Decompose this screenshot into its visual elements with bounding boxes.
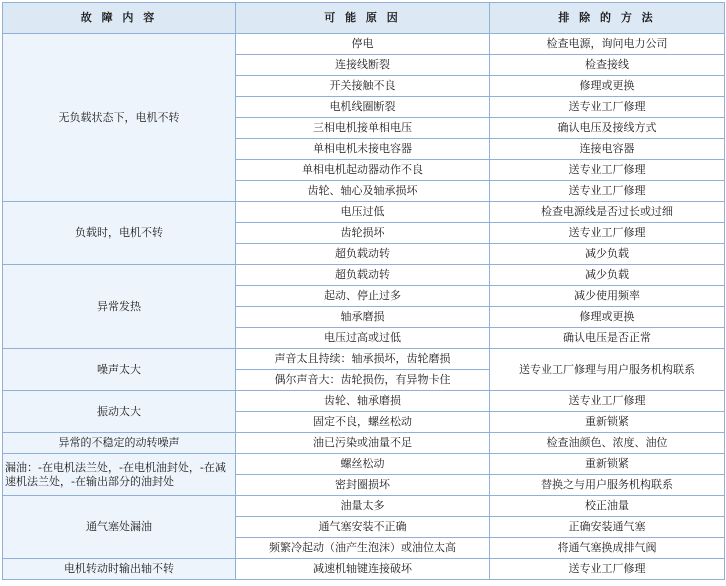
solution-cell: 送专业工厂修理 bbox=[490, 223, 725, 244]
header-cause: 可 能 原 因 bbox=[236, 3, 490, 34]
solution-cell: 修理或更换 bbox=[490, 307, 725, 328]
cause-cell: 单相电机未接电容器 bbox=[236, 139, 490, 160]
solution-cell: 送专业工厂修理 bbox=[490, 391, 725, 412]
fault-cell: 漏油：-在电机法兰处，-在电机油封处，-在减速机法兰处，-在输出部分的油封处 bbox=[3, 454, 236, 496]
solution-cell: 检查接线 bbox=[490, 55, 725, 76]
cause-cell: 电机线圈断裂 bbox=[236, 97, 490, 118]
table-row bbox=[3, 433, 725, 454]
fault-cell: 异常的不稳定的动转噪声 bbox=[3, 433, 236, 454]
table-row bbox=[3, 559, 725, 580]
cause-cell: 螺丝松动 bbox=[236, 454, 490, 475]
solution-cell: 确认电压及接线方式 bbox=[490, 118, 725, 139]
cause-cell: 连接线断裂 bbox=[236, 55, 490, 76]
cause-cell: 停电 bbox=[236, 34, 490, 55]
solution-cell: 送专业工厂修理与用户服务机构联系 bbox=[490, 349, 725, 391]
fault-cell: 噪声太大 bbox=[3, 349, 236, 391]
solution-cell: 将通气塞换成排气阀 bbox=[490, 538, 725, 559]
cause-cell: 油量太多 bbox=[236, 496, 490, 517]
table-row bbox=[3, 391, 725, 412]
fault-table-container bbox=[2, 2, 724, 580]
cause-cell: 齿轮、轴心及轴承损坏 bbox=[236, 181, 490, 202]
cause-cell: 减速机轴键连接破坏 bbox=[236, 559, 490, 580]
solution-cell: 检查油颜色、浓度、油位 bbox=[490, 433, 725, 454]
cause-cell: 油已污染或油量不足 bbox=[236, 433, 490, 454]
table-row bbox=[3, 349, 725, 370]
solution-cell: 送专业工厂修理 bbox=[490, 160, 725, 181]
solution-cell: 检查电源线是否过长或过细 bbox=[490, 202, 725, 223]
fault-cell: 通气塞处漏油 bbox=[3, 496, 236, 559]
fault-cell: 电机转动时输出轴不转 bbox=[3, 559, 236, 580]
fault-cell: 异常发热 bbox=[3, 265, 236, 349]
solution-cell: 送专业工厂修理 bbox=[490, 559, 725, 580]
solution-cell: 正确安装通气塞 bbox=[490, 517, 725, 538]
solution-cell: 送专业工厂修理 bbox=[490, 181, 725, 202]
solution-cell: 替换之与用户服务机构联系 bbox=[490, 475, 725, 496]
cause-cell: 超负载动转 bbox=[236, 244, 490, 265]
table-row bbox=[3, 265, 725, 286]
cause-cell: 开关接触不良 bbox=[236, 76, 490, 97]
header-row bbox=[3, 3, 725, 34]
solution-cell: 重新锁紧 bbox=[490, 412, 725, 433]
solution-cell: 确认电压是否正常 bbox=[490, 328, 725, 349]
solution-cell: 减少负载 bbox=[490, 265, 725, 286]
cause-cell: 三相电机接单相电压 bbox=[236, 118, 490, 139]
cause-cell: 电压过高或过低 bbox=[236, 328, 490, 349]
cause-cell: 轴承磨损 bbox=[236, 307, 490, 328]
table-row bbox=[3, 454, 725, 475]
fault-table bbox=[2, 2, 725, 580]
solution-cell: 修理或更换 bbox=[490, 76, 725, 97]
cause-cell: 起动、停止过多 bbox=[236, 286, 490, 307]
cause-cell: 固定不良，螺丝松动 bbox=[236, 412, 490, 433]
header-solution: 排 除 的 方 法 bbox=[490, 3, 725, 34]
solution-cell: 减少负载 bbox=[490, 244, 725, 265]
table-row bbox=[3, 202, 725, 223]
header-fault: 故 障 内 容 bbox=[3, 3, 236, 34]
fault-cell: 振动太大 bbox=[3, 391, 236, 433]
cause-cell: 电压过低 bbox=[236, 202, 490, 223]
cause-cell: 通气塞安装不正确 bbox=[236, 517, 490, 538]
solution-cell: 校正油量 bbox=[490, 496, 725, 517]
solution-cell: 减少使用频率 bbox=[490, 286, 725, 307]
cause-cell: 单相电机起动器动作不良 bbox=[236, 160, 490, 181]
cause-cell: 声音太且持续：轴承损坏，齿轮磨损 bbox=[236, 349, 490, 370]
cause-cell: 频繁冷起动（油产生泡沫）或油位太高 bbox=[236, 538, 490, 559]
solution-cell: 检查电源，询问电力公司 bbox=[490, 34, 725, 55]
cause-cell: 偶尔声音大：齿轮损伤，有异物卡住 bbox=[236, 370, 490, 391]
table-row bbox=[3, 496, 725, 517]
solution-cell: 送专业工厂修理 bbox=[490, 97, 725, 118]
solution-cell: 连接电容器 bbox=[490, 139, 725, 160]
fault-cell: 负载时，电机不转 bbox=[3, 202, 236, 265]
table-row bbox=[3, 34, 725, 55]
cause-cell: 齿轮、轴承磨损 bbox=[236, 391, 490, 412]
cause-cell: 密封圈损坏 bbox=[236, 475, 490, 496]
cause-cell: 超负载动转 bbox=[236, 265, 490, 286]
solution-cell: 重新锁紧 bbox=[490, 454, 725, 475]
cause-cell: 齿轮损坏 bbox=[236, 223, 490, 244]
fault-cell: 无负载状态下，电机不转 bbox=[3, 34, 236, 202]
